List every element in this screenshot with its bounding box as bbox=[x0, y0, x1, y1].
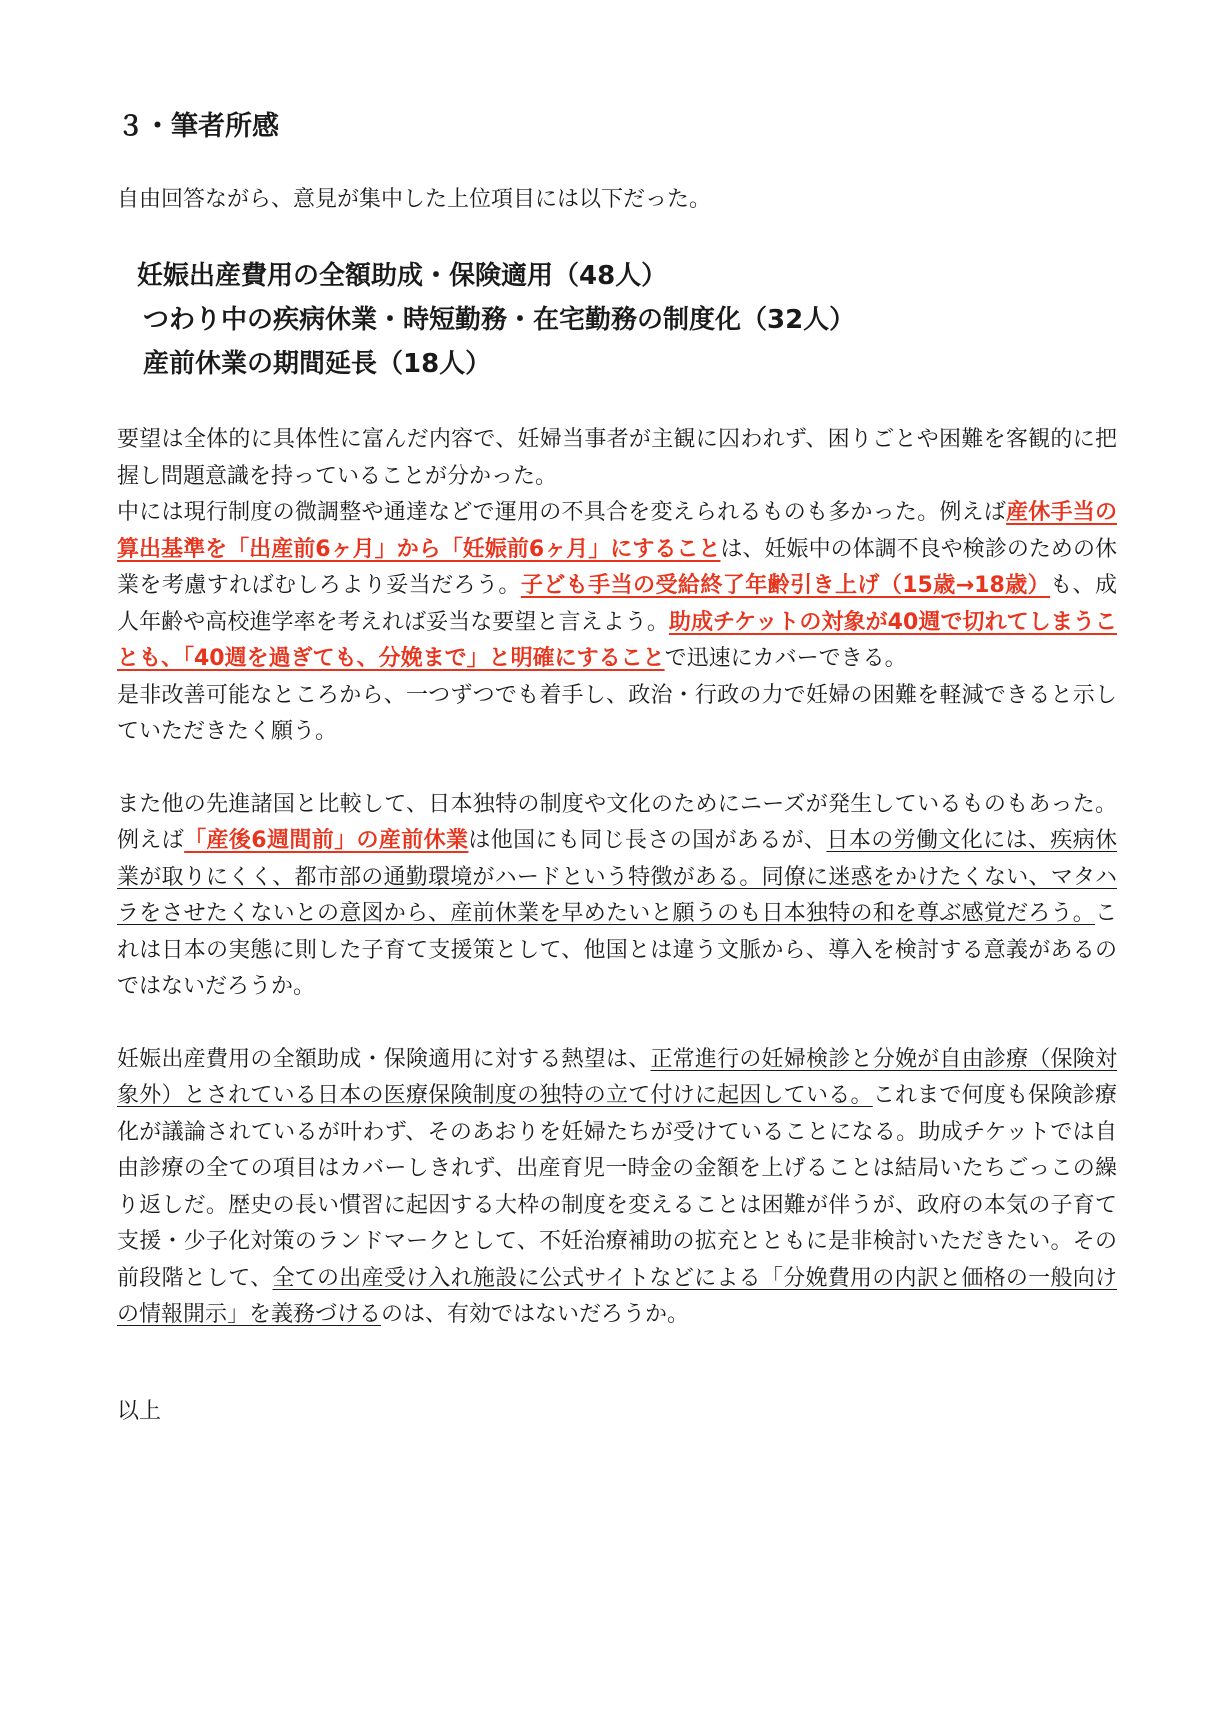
text-segment: 要望は全体的に具体性に富んだ内容で、妊婦当事者が主観に囚われず、困りごとや困難を客観的に把握し問題意識を持っていることが分かった。 bbox=[117, 427, 1117, 489]
top-items-list bbox=[137, 254, 1117, 386]
text-segment: は、妊娠中の体調不良や検診のための休業を考慮すればむしろより妥当だろう。 bbox=[117, 536, 1117, 598]
text-segment: 中には現行制度の微調整や通達などで運用の不具合を変えられるものも多かった。例えば bbox=[117, 500, 1007, 525]
emphasis-red: 助成チケットの対象が40週で切れてしまうことも、「40週を過ぎても、分娩まで」と明確にすること bbox=[117, 609, 1117, 671]
text-segment: は他国にも同じ長さの国があるが、 bbox=[468, 828, 827, 853]
document-page bbox=[117, 110, 1117, 1430]
text-segment: これまで何度も保険診療化が議論されているが叶わず、そのあおりを妊婦たちが受けていることになる。助成チケットでは自由診療の全ての項目はカバーしきれず、出産育児一時金の金額を上げることは結局いたちごっこの繰り返しだ。歴史の長い慣習に起因する大枠の制度を変えることは困難が伴うが、政府の本気の子育て支援・少子化対策のランドマークとして、不妊治療補助の拡充とともに是非検討いただきたい。その前段階として、 bbox=[117, 1083, 1117, 1291]
underlined-text: 日本の労働文化には、疾病休業が取りにくく、都市部の通勤環境がハードという特徴がある。同僚に迷惑をかけたくない、マタハラをさせたくないとの意図から、産前休業を早めたいと願うのも日本独特の和を尊ぶ感覚だろう。 bbox=[117, 828, 1117, 926]
text-segment: のは、有効ではないだろうか。 bbox=[381, 1302, 690, 1327]
text-segment: で迅速にカバーできる。 bbox=[664, 646, 907, 671]
intro-text: 自由回答ながら、意見が集中した上位項目には以下だった。 bbox=[117, 187, 712, 212]
top-item: つわり中の疾病休業・時短勤務・在宅勤務の制度化（32人） bbox=[143, 305, 856, 335]
emphasis-red: 「産後6週間前」の産前休業 bbox=[184, 828, 469, 853]
top-item: 産前休業の期間延長（18人） bbox=[143, 349, 492, 379]
section-heading: ３・筆者所感 bbox=[117, 111, 279, 142]
text-segment: また他の先進諸国と比較して、日本独特の制度や文化のためにニーズが発生しているものもあった。例えば bbox=[117, 791, 1117, 853]
text-segment: も、成人年齢や高校進学率を考えれば妥当な要望と言えよう。 bbox=[117, 573, 1117, 635]
text-segment: 妊娠出産費用の全額助成・保険適用に対する熱望は、 bbox=[117, 1046, 651, 1072]
underlined-text: 全ての出産受け入れ施設に公式サイトなどによる「分娩費用の内訳と価格の一般向けの情報開示」を義務づける bbox=[117, 1265, 1117, 1327]
top-item: 妊娠出産費用の全額助成・保険適用（48人） bbox=[137, 261, 668, 291]
paragraph-japan-culture bbox=[117, 787, 1117, 1006]
closing-text: 以上 bbox=[117, 1398, 162, 1424]
underlined-text: 正常進行の妊婦検診と分娩が自由診療（保険対象外）とされている日本の医療保険制度の独特の立て付けに起因している。 bbox=[117, 1046, 1117, 1108]
paragraph-requests bbox=[117, 422, 1117, 751]
emphasis-red: 産休手当の算出基準を「出産前6ヶ月」から「妊娠前6ヶ月」にすること bbox=[117, 500, 1117, 562]
text-segment: これは日本の実態に則した子育て支援策として、他国とは違う文脈から、導入を検討する意義があるのではないだろうか。 bbox=[117, 901, 1117, 999]
paragraph-costs bbox=[117, 1042, 1117, 1334]
text-segment: 是非改善可能なところから、一つずつでも着手し、政治・行政の力で妊婦の困難を軽減できると示していただきたく願う。 bbox=[117, 682, 1117, 744]
emphasis-red: 子ども手当の受給終了年齢引き上げ（15歳→18歳） bbox=[520, 573, 1051, 598]
